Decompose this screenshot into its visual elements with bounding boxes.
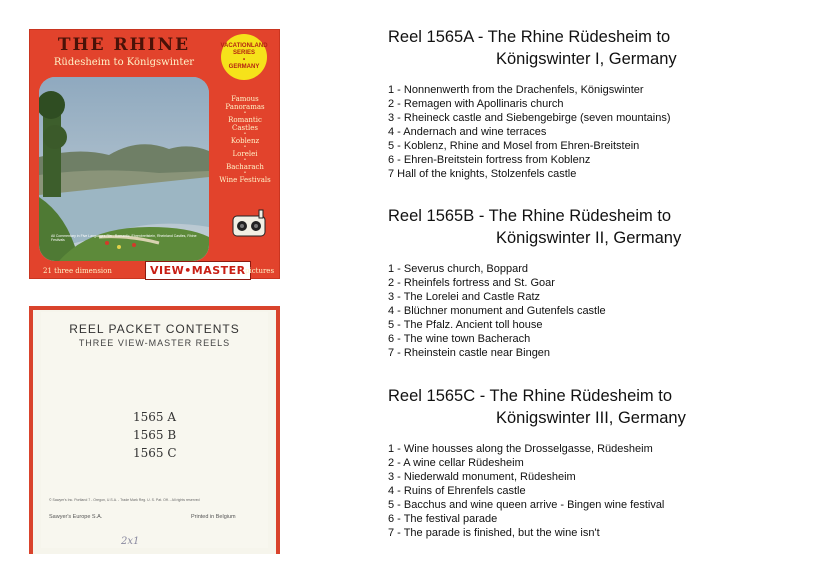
scene-item: 3 - The Lorelei and Castle Ratz (388, 291, 541, 303)
reel-heading (388, 205, 808, 249)
badge-line-1: VACATIONLAND (220, 43, 268, 49)
feature-3: Romantic (228, 116, 262, 124)
badge-line-4: GERMANY (228, 64, 260, 70)
feature-separator: • (243, 157, 247, 163)
badge-line-2: SERIES (232, 50, 255, 56)
reel-code: 1565 A (133, 410, 177, 424)
scene-item: 2 - Remagen with Apollinaris church (388, 98, 564, 110)
scene-item: 5 - Bacchus and wine queen arrive - Bingen wine festival (388, 499, 665, 511)
scene-item: 2 - Rheinfels fortress and St. Goar (388, 277, 555, 289)
feature-2: Panoramas (225, 103, 265, 111)
reel-heading (388, 26, 808, 70)
printed-in: Printed in Belgium (191, 514, 236, 520)
feature-separator: • (243, 144, 247, 150)
packet-title: THE RHINE (57, 35, 191, 55)
reel-code: 1565 C (133, 446, 177, 460)
scene-item: 4 - Andernach and wine terraces (388, 126, 547, 138)
feature-8: Wine Festivals (219, 176, 271, 184)
packet-subtitle: Rüdesheim to Königswinter (53, 57, 195, 68)
scene-item: 3 - Rheineck castle and Siebengebirge (seven mountains) (388, 112, 671, 124)
handwritten-note: 2x1 (121, 536, 140, 547)
packet-bottom-strip (29, 265, 280, 279)
reel-scene-list (388, 262, 808, 360)
reel-heading (388, 385, 808, 429)
scene-item: 6 - The festival parade (388, 513, 498, 525)
reel-heading-line-2: Königswinter I, Germany (496, 50, 677, 68)
scene-item: 7 - The parade is finished, but the wine isn't (388, 527, 600, 539)
reel-code: 1565 B (133, 428, 177, 442)
feature-list (215, 95, 275, 184)
photo-caption: All Commentary in Five Languages Rin - Romantic, Ehrenbreitstein, Rheinland Castles, Rhine Festivals (51, 234, 197, 242)
packet-back (29, 306, 280, 554)
feature-separator: • (243, 170, 247, 176)
scene-item: 2 - A wine cellar Rüdesheim (388, 457, 524, 469)
strip-left-text: 21 three dimension (43, 267, 112, 275)
feature-7: Bacharach (226, 163, 264, 171)
reel-heading-line-1: Reel 1565B - The Rhine Rüdesheim to (388, 207, 672, 225)
reel-heading-line-2: Königswinter II, Germany (496, 229, 682, 247)
scene-item: 7 - Rheinstein castle near Bingen (388, 347, 551, 359)
back-subtitle: THREE VIEW-MASTER REELS (78, 338, 231, 348)
reel-scene-list (388, 442, 808, 540)
viewmaster-viewer-icon (229, 204, 269, 244)
reel-section-b (388, 205, 808, 360)
feature-separator: • (243, 110, 247, 116)
scene-item: 6 - Ehren-Breitstein fortress from Koblenz (388, 154, 591, 166)
view-master-logo: VIEW•MASTER (145, 261, 251, 280)
publisher-name: Sawyer's Europe S.A. (49, 514, 103, 520)
scene-item: 6 - The wine town Bacherach (388, 333, 531, 345)
feature-6: Lorelei (232, 150, 258, 158)
back-title: REEL PACKET CONTENTS (69, 322, 240, 336)
badge-line-3: • (242, 57, 246, 63)
reel-heading-line-2: Königswinter III, Germany (496, 409, 686, 427)
feature-1: Famous (231, 95, 259, 103)
reel-scene-list (388, 83, 808, 181)
vacationland-badge (221, 34, 267, 80)
scene-item: 1 - Wine housses along the Drosselgasse, Rüdesheim (388, 443, 653, 455)
scene-item: 7 Hall of the knights, Stolzenfels castle (388, 168, 577, 180)
scene-item: 3 - Niederwald monument, Rüdesheim (388, 471, 576, 483)
reel-heading-line-1: Reel 1565A - The Rhine Rüdesheim to (388, 28, 671, 46)
scene-item: 4 - Blüchner monument and Gutenfels castle (388, 305, 606, 317)
feature-5: Koblenz (230, 137, 260, 145)
scene-item: 5 - The Pfalz. Ancient toll house (388, 319, 543, 331)
copyright-notice: © Sawyer's Inc. Portland 7 - Oregon, U.S.A. - Trade Mark Reg. U. S. Pat. Off. - All rights reserved (49, 498, 200, 502)
strip-right-text: pictures (245, 267, 275, 275)
reel-section-a (388, 26, 808, 181)
reel-heading-line-1: Reel 1565C - The Rhine Rüdesheim to (388, 387, 673, 405)
scene-item: 4 - Ruins of Ehrenfels castle (388, 485, 526, 497)
feature-4: Castles (232, 124, 258, 132)
scene-item: 1 - Nonnenwerth from the Drachenfels, Königswinter (388, 84, 644, 96)
packet-back-paper (41, 312, 268, 548)
scene-item: 1 - Severus church, Boppard (388, 263, 529, 275)
packet-front (29, 29, 280, 279)
scene-item: 5 - Koblenz, Rhine and Mosel from Ehren-Breitstein (388, 140, 640, 152)
feature-separator: • (243, 131, 247, 137)
reel-code-list (133, 408, 177, 462)
reel-section-c (388, 385, 808, 540)
